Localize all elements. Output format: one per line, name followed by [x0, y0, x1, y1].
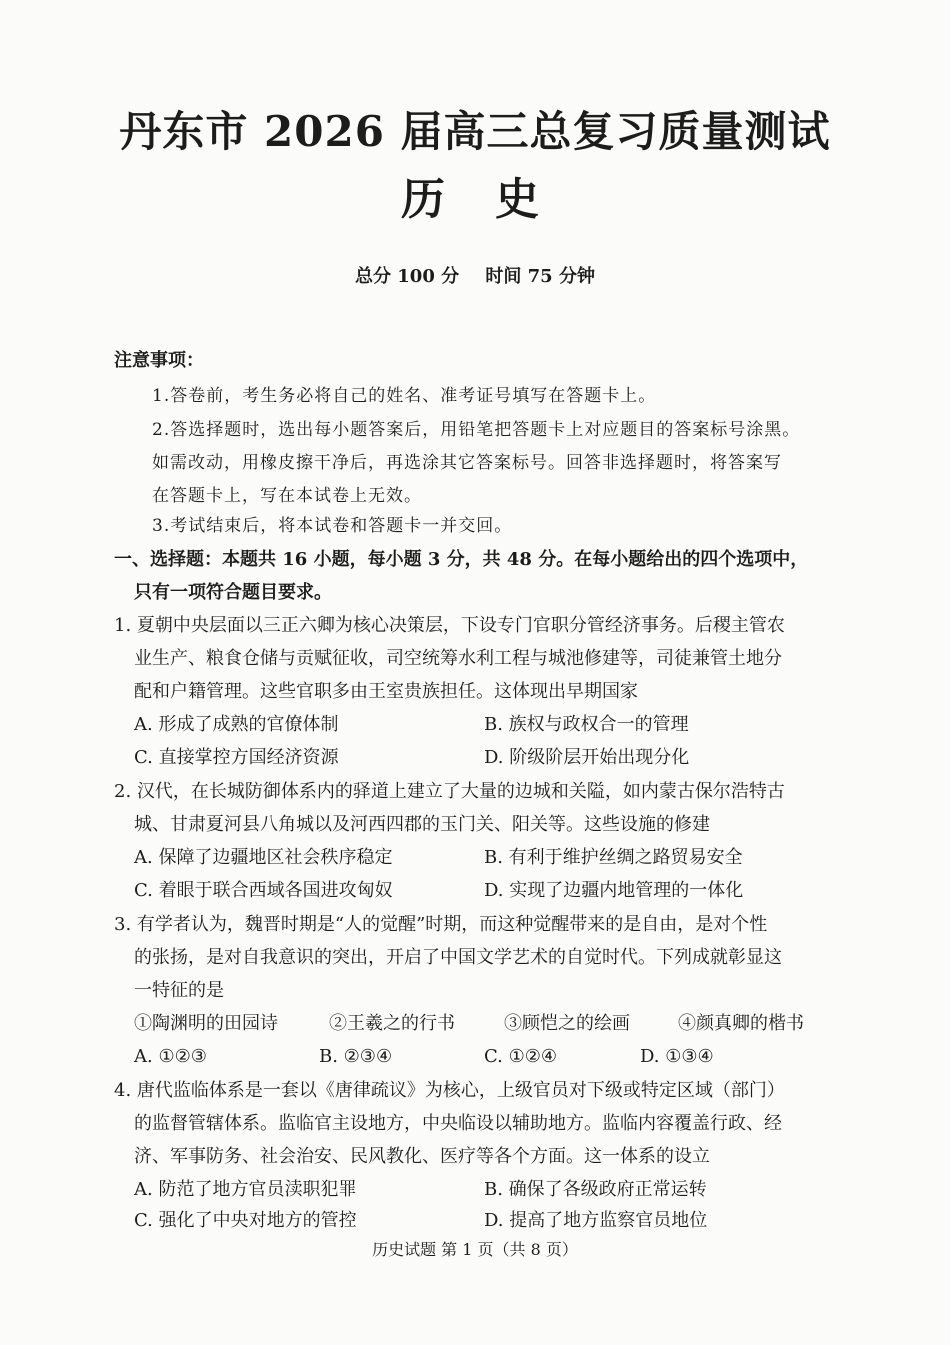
q2-stem-line-2: 城、甘肃夏河县八角城以及河西四郡的玉门关、阳关等。这些设施的修建	[134, 814, 710, 835]
q4-option-d[interactable]: D. 提高了地方监察官员地位	[484, 1210, 708, 1231]
q3-item-4: ④颜真卿的楷书	[678, 1013, 804, 1034]
q3-option-d[interactable]: D. ①③④	[640, 1046, 714, 1067]
note-item-2-line-2: 如需改动，用橡皮擦干净后，再选涂其它答案标号。回答非选择题时，将答案写	[152, 453, 782, 473]
page-footer: 历史试题 第 1 页（共 8 页）	[372, 1240, 578, 1259]
q1-stem-line-1: 1. 夏朝中央层面以三正六卿为核心决策层，下设专门官职分管经济事务。后稷主管农	[114, 615, 785, 636]
q1-option-d[interactable]: D. 阶级阶层开始出现分化	[484, 747, 690, 768]
q4-stem-line-3: 济、军事防务、社会治安、民风教化、医疗等各个方面。这一体系的设立	[134, 1146, 710, 1167]
q2-option-b[interactable]: B. 有利于维护丝绸之路贸易安全	[484, 847, 743, 868]
q1-stem-line-2: 业生产、粮食仓储与贡赋征收，司空统筹水利工程与城池修建等，司徒兼管土地分	[134, 648, 782, 669]
subject-title: 历史	[401, 174, 589, 225]
notes-heading: 注意事项：	[114, 350, 204, 371]
note-item-3: 3.考试结束后，将本试卷和答题卡一并交回。	[152, 516, 513, 536]
q3-item-2: ②王羲之的行书	[329, 1013, 455, 1034]
exam-time: 时间 75 分钟	[485, 266, 595, 287]
q1-option-b[interactable]: B. 族权与政权合一的管理	[484, 714, 689, 735]
q2-stem-line-1: 2. 汉代，在长城防御体系内的驿道上建立了大量的边城和关隘，如内蒙古保尔浩特古	[114, 781, 785, 802]
q3-option-c[interactable]: C. ①②④	[484, 1046, 557, 1067]
q3-item-3: ③顾恺之的绘画	[504, 1013, 630, 1034]
q1-stem-line-3: 配和户籍管理。这些官职多由王室贵族担任。这体现出早期国家	[134, 681, 638, 702]
q3-option-a[interactable]: A. ①②③	[134, 1046, 207, 1067]
exam-meta	[0, 264, 950, 290]
q3-stem-line-1: 3. 有学者认为，魏晋时期是“人的觉醒”时期，而这种觉醒带来的是自由，是对个性	[114, 914, 768, 935]
q4-stem-line-2: 的监督管辖体系。监临官主设地方，中央临设以辅助地方。监临内容覆盖行政、经	[134, 1113, 782, 1134]
q3-stem-line-3: 一特征的是	[134, 980, 224, 1001]
q3-item-1: ①陶渊明的田园诗	[134, 1013, 278, 1034]
q1-option-c[interactable]: C. 直接掌控方国经济资源	[134, 747, 339, 768]
exam-title: 丹东市 2026 届高三总复习质量测试	[119, 107, 831, 156]
q4-option-c[interactable]: C. 强化了中央对地方的管控	[134, 1210, 357, 1231]
q4-stem-line-1: 4. 唐代监临体系是一套以《唐律疏议》为核心，上级官员对下级或特定区域（部门）	[114, 1080, 785, 1101]
q1-option-a[interactable]: A. 形成了成熟的官僚体制	[134, 714, 339, 735]
q2-option-d[interactable]: D. 实现了边疆内地管理的一体化	[484, 880, 744, 901]
q4-option-b[interactable]: B. 确保了各级政府正常运转	[484, 1179, 707, 1200]
section-1-heading-line-1: 一、选择题：本题共 16 小题，每小题 3 分，共 48 分。在每小题给出的四个选项中，	[114, 549, 809, 570]
total-score: 总分 100 分	[355, 266, 460, 287]
note-item-2-line-1: 2.答选择题时，选出每小题答案后，用铅笔把答题卡上对应题目的答案标号涂黑。	[152, 420, 801, 440]
note-item-2-line-3: 在答题卡上，写在本试卷上无效。	[152, 486, 422, 506]
section-1-heading-line-2: 只有一项符合题目要求。	[134, 582, 332, 603]
q3-option-b[interactable]: B. ②③④	[319, 1046, 393, 1067]
q2-option-a[interactable]: A. 保障了边疆地区社会秩序稳定	[134, 847, 393, 868]
q2-option-c[interactable]: C. 着眼于联合西域各国进攻匈奴	[134, 880, 393, 901]
note-item-1: 1.答卷前，考生务必将自己的姓名、准考证号填写在答题卡上。	[152, 386, 657, 406]
q3-stem-line-2: 的张扬，是对自我意识的突出，开启了中国文学艺术的自觉时代。下列成就彰显这	[134, 947, 782, 968]
q4-option-a[interactable]: A. 防范了地方官员渎职犯罪	[134, 1179, 357, 1200]
